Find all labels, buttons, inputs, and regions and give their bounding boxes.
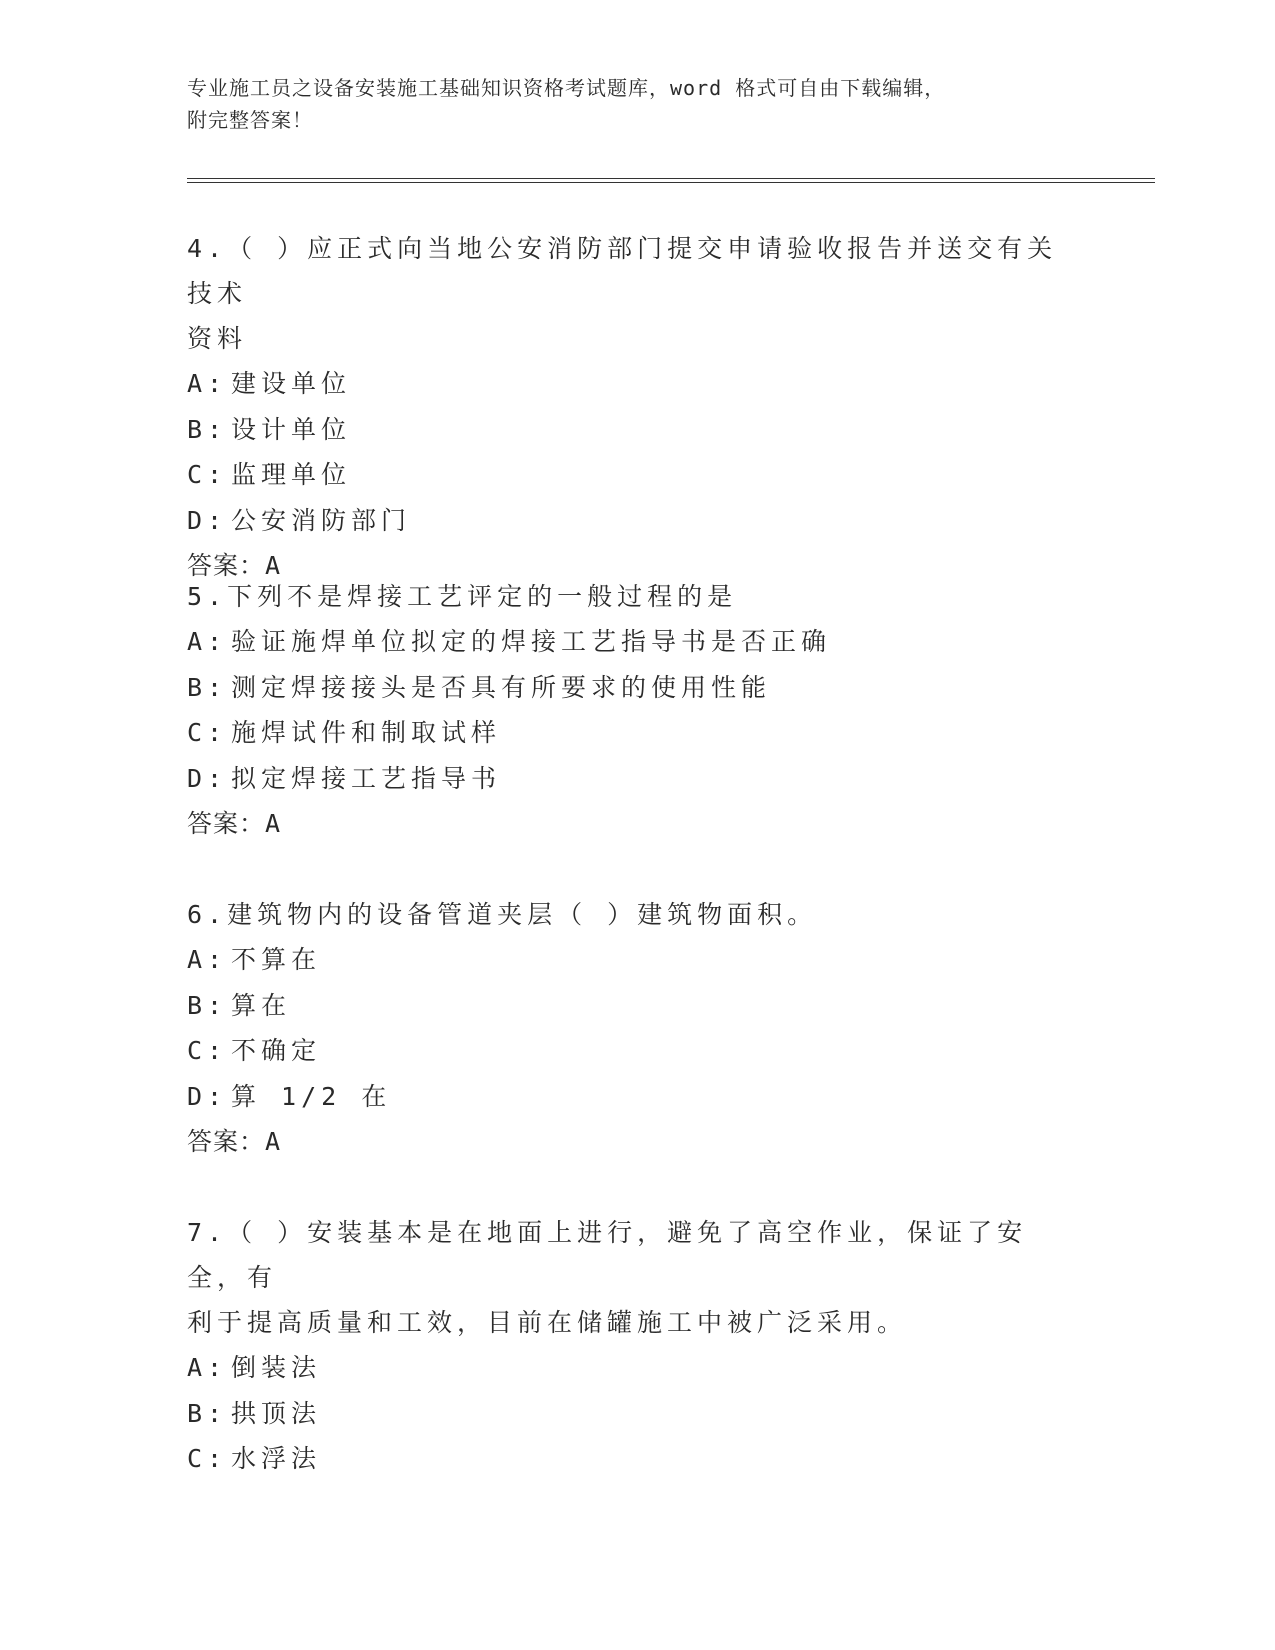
option-c [187,710,1087,756]
option-text: 设计单位 [231,414,352,444]
option-text: 水浮法 [231,1444,322,1473]
answer-line [187,801,1087,846]
option-letter: C: [187,1036,228,1065]
question-text-line: 7.（ ）安装基本是在地面上进行，避免了高空作业，保证了安全，有 [187,1218,1028,1292]
answer-value: A [265,1127,282,1156]
option-text: 拟定焊接工艺指导书 [231,763,502,793]
option-d [187,756,1087,802]
option-text: 算在 [231,990,292,1020]
option-letter: C: [187,718,228,747]
option-letter: B: [187,414,228,444]
option-letter: A: [187,369,228,398]
option-letter: B: [187,672,228,702]
option-b [187,665,1087,711]
option-letter: D: [187,505,228,535]
option-c [187,452,1087,498]
question-block [187,226,1087,588]
question-block [187,574,1087,846]
option-a [187,1345,1087,1391]
option-text: 验证施焊单位拟定的焊接工艺指导书是否正确 [231,627,832,656]
option-letter: D: [187,1081,228,1111]
question-text-line: 5.下列不是焊接工艺评定的一般过程的是 [187,582,738,611]
header-line-2: 附完整答案！ [187,108,313,132]
option-text: 公安消防部门 [231,505,412,535]
option-text: 测定焊接接头是否具有所要求的使用性能 [231,672,772,702]
header-rule-top [187,178,1155,179]
option-text: 倒装法 [231,1353,322,1382]
option-letter: C: [187,1444,228,1473]
question-text-line: 资料 [187,324,248,353]
option-text: 施焊试件和制取试样 [231,718,502,747]
option-d [187,1074,1087,1120]
option-b [187,407,1087,453]
option-letter: D: [187,763,228,793]
header-line-1: 专业施工员之设备安装施工基础知识资格考试题库，word 格式可自由下载编辑， [187,76,946,100]
option-a [187,361,1087,407]
option-letter: B: [187,1398,228,1428]
option-letter: C: [187,460,228,489]
answer-label: 答案： [187,1127,266,1156]
option-c [187,1436,1087,1482]
option-d [187,498,1087,544]
option-letter: A: [187,1353,228,1382]
option-b [187,983,1087,1029]
answer-label: 答案： [187,551,266,580]
option-letter: A: [187,627,228,656]
option-text: 建设单位 [231,369,352,398]
option-a [187,619,1087,665]
option-text: 算 1/2 在 [231,1081,392,1111]
answer-line [187,1119,1087,1164]
option-c [187,1028,1087,1074]
option-text: 不算在 [231,945,322,974]
header-rule-bottom [187,182,1155,183]
option-b [187,1391,1087,1437]
document-header [187,72,1067,136]
answer-value: A [265,809,282,838]
question-text-line: 利于提高质量和工效，目前在储罐施工中被广泛采用。 [187,1308,908,1337]
question-block [187,1210,1087,1482]
option-text: 拱顶法 [231,1398,322,1428]
option-text: 不确定 [231,1036,322,1065]
answer-value: A [265,551,282,580]
question-text-line: 6.建筑物内的设备管道夹层（ ）建筑物面积。 [187,900,818,929]
question-text-line: 4.（ ）应正式向当地公安消防部门提交申请验收报告并送交有关技术 [187,234,1058,308]
option-letter: A: [187,945,228,974]
answer-label: 答案： [187,809,266,838]
question-block [187,892,1087,1164]
option-a [187,937,1087,983]
option-letter: B: [187,990,228,1020]
option-text: 监理单位 [231,460,352,489]
